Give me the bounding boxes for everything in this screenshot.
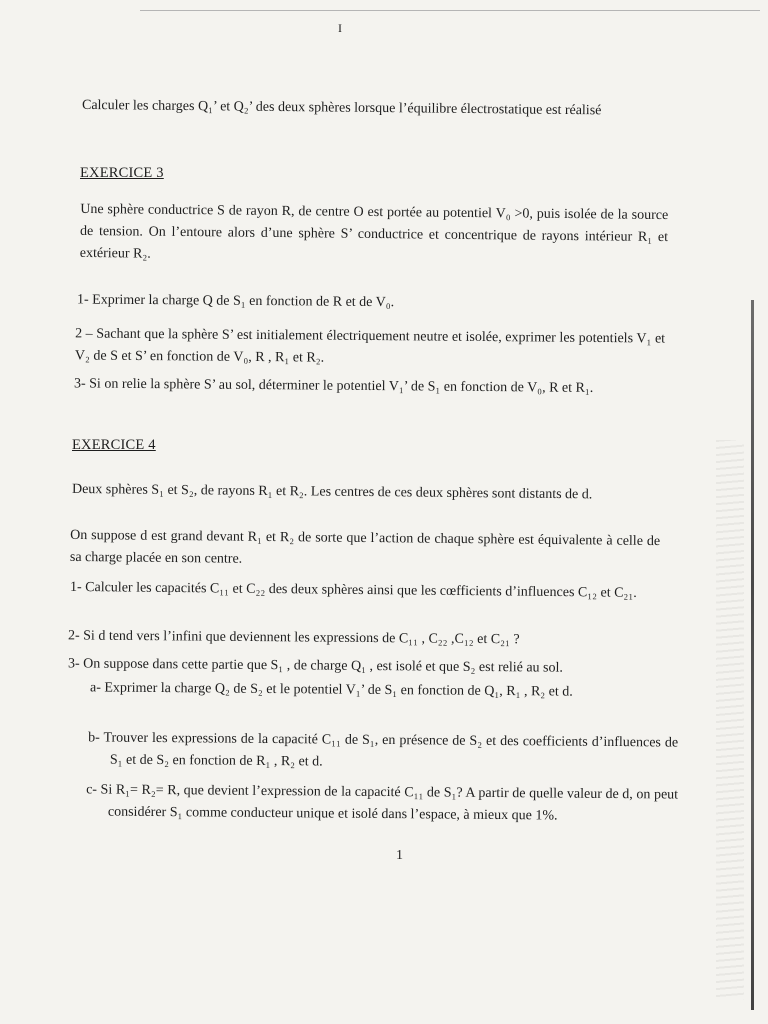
exercise-3-statement: Une sphère conductrice S de rayon R, de centre O est portée au potentiel V₀ >0, puis isolée de la source de tension. On l’entoure alors d’une sphère S’ conductrice et concentrique de rayons intérieur R₁ et extérieur R₂. xyxy=(79,201,669,262)
exercise-4-heading: EXERCICE 4 xyxy=(72,437,156,453)
exercise-4-question-1: 1- Calculer les capacités C₁₁ et C₂₂ des deux sphères ainsi que les cœfficients d’influences C₁₂ et C₂₁. xyxy=(69,579,637,601)
intro-paragraph: Calculer les charges Q₁’ et Q₂’ des deux sphères lorsque l’équilibre électrostatique est réalisé xyxy=(81,97,602,119)
exercise-3-question-3: 3- Si on relie la sphère S’ au sol, déterminer le potentiel V₁’ de S₁ en fonction de V₀, R et R₁. xyxy=(73,376,594,396)
exercise-4-question-3: 3- On suppose dans cette partie que S₁ , de charge Q₁ , est isolé et que S₂ est relié au sol. xyxy=(67,656,563,676)
exercise-4-paragraph-2: On suppose d est grand devant R₁ et R₂ de sorte que l’action de chaque sphère est équivalente à celle de sa charge placée en son centre. xyxy=(69,527,661,567)
page-number: 1 xyxy=(396,848,403,863)
exercise-3-heading: EXERCICE 3 xyxy=(80,165,164,181)
scan-edge-noise xyxy=(716,440,744,1000)
top-mark: I xyxy=(338,21,342,35)
exercise-4-question-3c: c- Si R₁= R₂= R, que devient l’expression de la capacité C₁₁ de S₁? A partir de quelle valeur de d, on peut considérer S₁ comme conducteur unique et isolé dans l’espace, à mieux que 1%. xyxy=(86,782,679,824)
exercise-4-paragraph-1: Deux sphères S₁ et S₂, de rayons R₁ et R₂. Les centres de ces deux sphères sont distants de d. xyxy=(71,481,593,503)
exercise-4-question-3a: a- Exprimer la charge Q₂ de S₂ et le potentiel V₁’ de S₁ en fonction de Q₁, R₁ , R₂ et d. xyxy=(89,680,573,700)
exercise-4-question-2: 2- Si d tend vers l’infini que deviennent les expressions de C₁₁ , C₂₂ ,C₁₂ et C₂₁ ? xyxy=(67,628,520,648)
exercise-3-question-1: 1- Exprimer la charge Q de S₁ en fonction de R et de V₀. xyxy=(76,292,395,311)
exercise-4-question-3b: b- Trouver les expressions de la capacité C₁₁ de S₁, en présence de S₂ et des coefficients d’influences de S₁ et de S₂ en fonction de R₁ , R₂ et d. xyxy=(88,730,679,770)
scan-edge-shadow xyxy=(751,300,754,1010)
exercise-3-question-2: 2 – Sachant que la sphère S’ est initialement électriquement neutre et isolée, exprimer les potentiels V₁ et V₂ de S et S’ en fonction de V₀, R , R₁ et R₂. xyxy=(74,326,666,366)
top-border-line xyxy=(140,10,760,11)
